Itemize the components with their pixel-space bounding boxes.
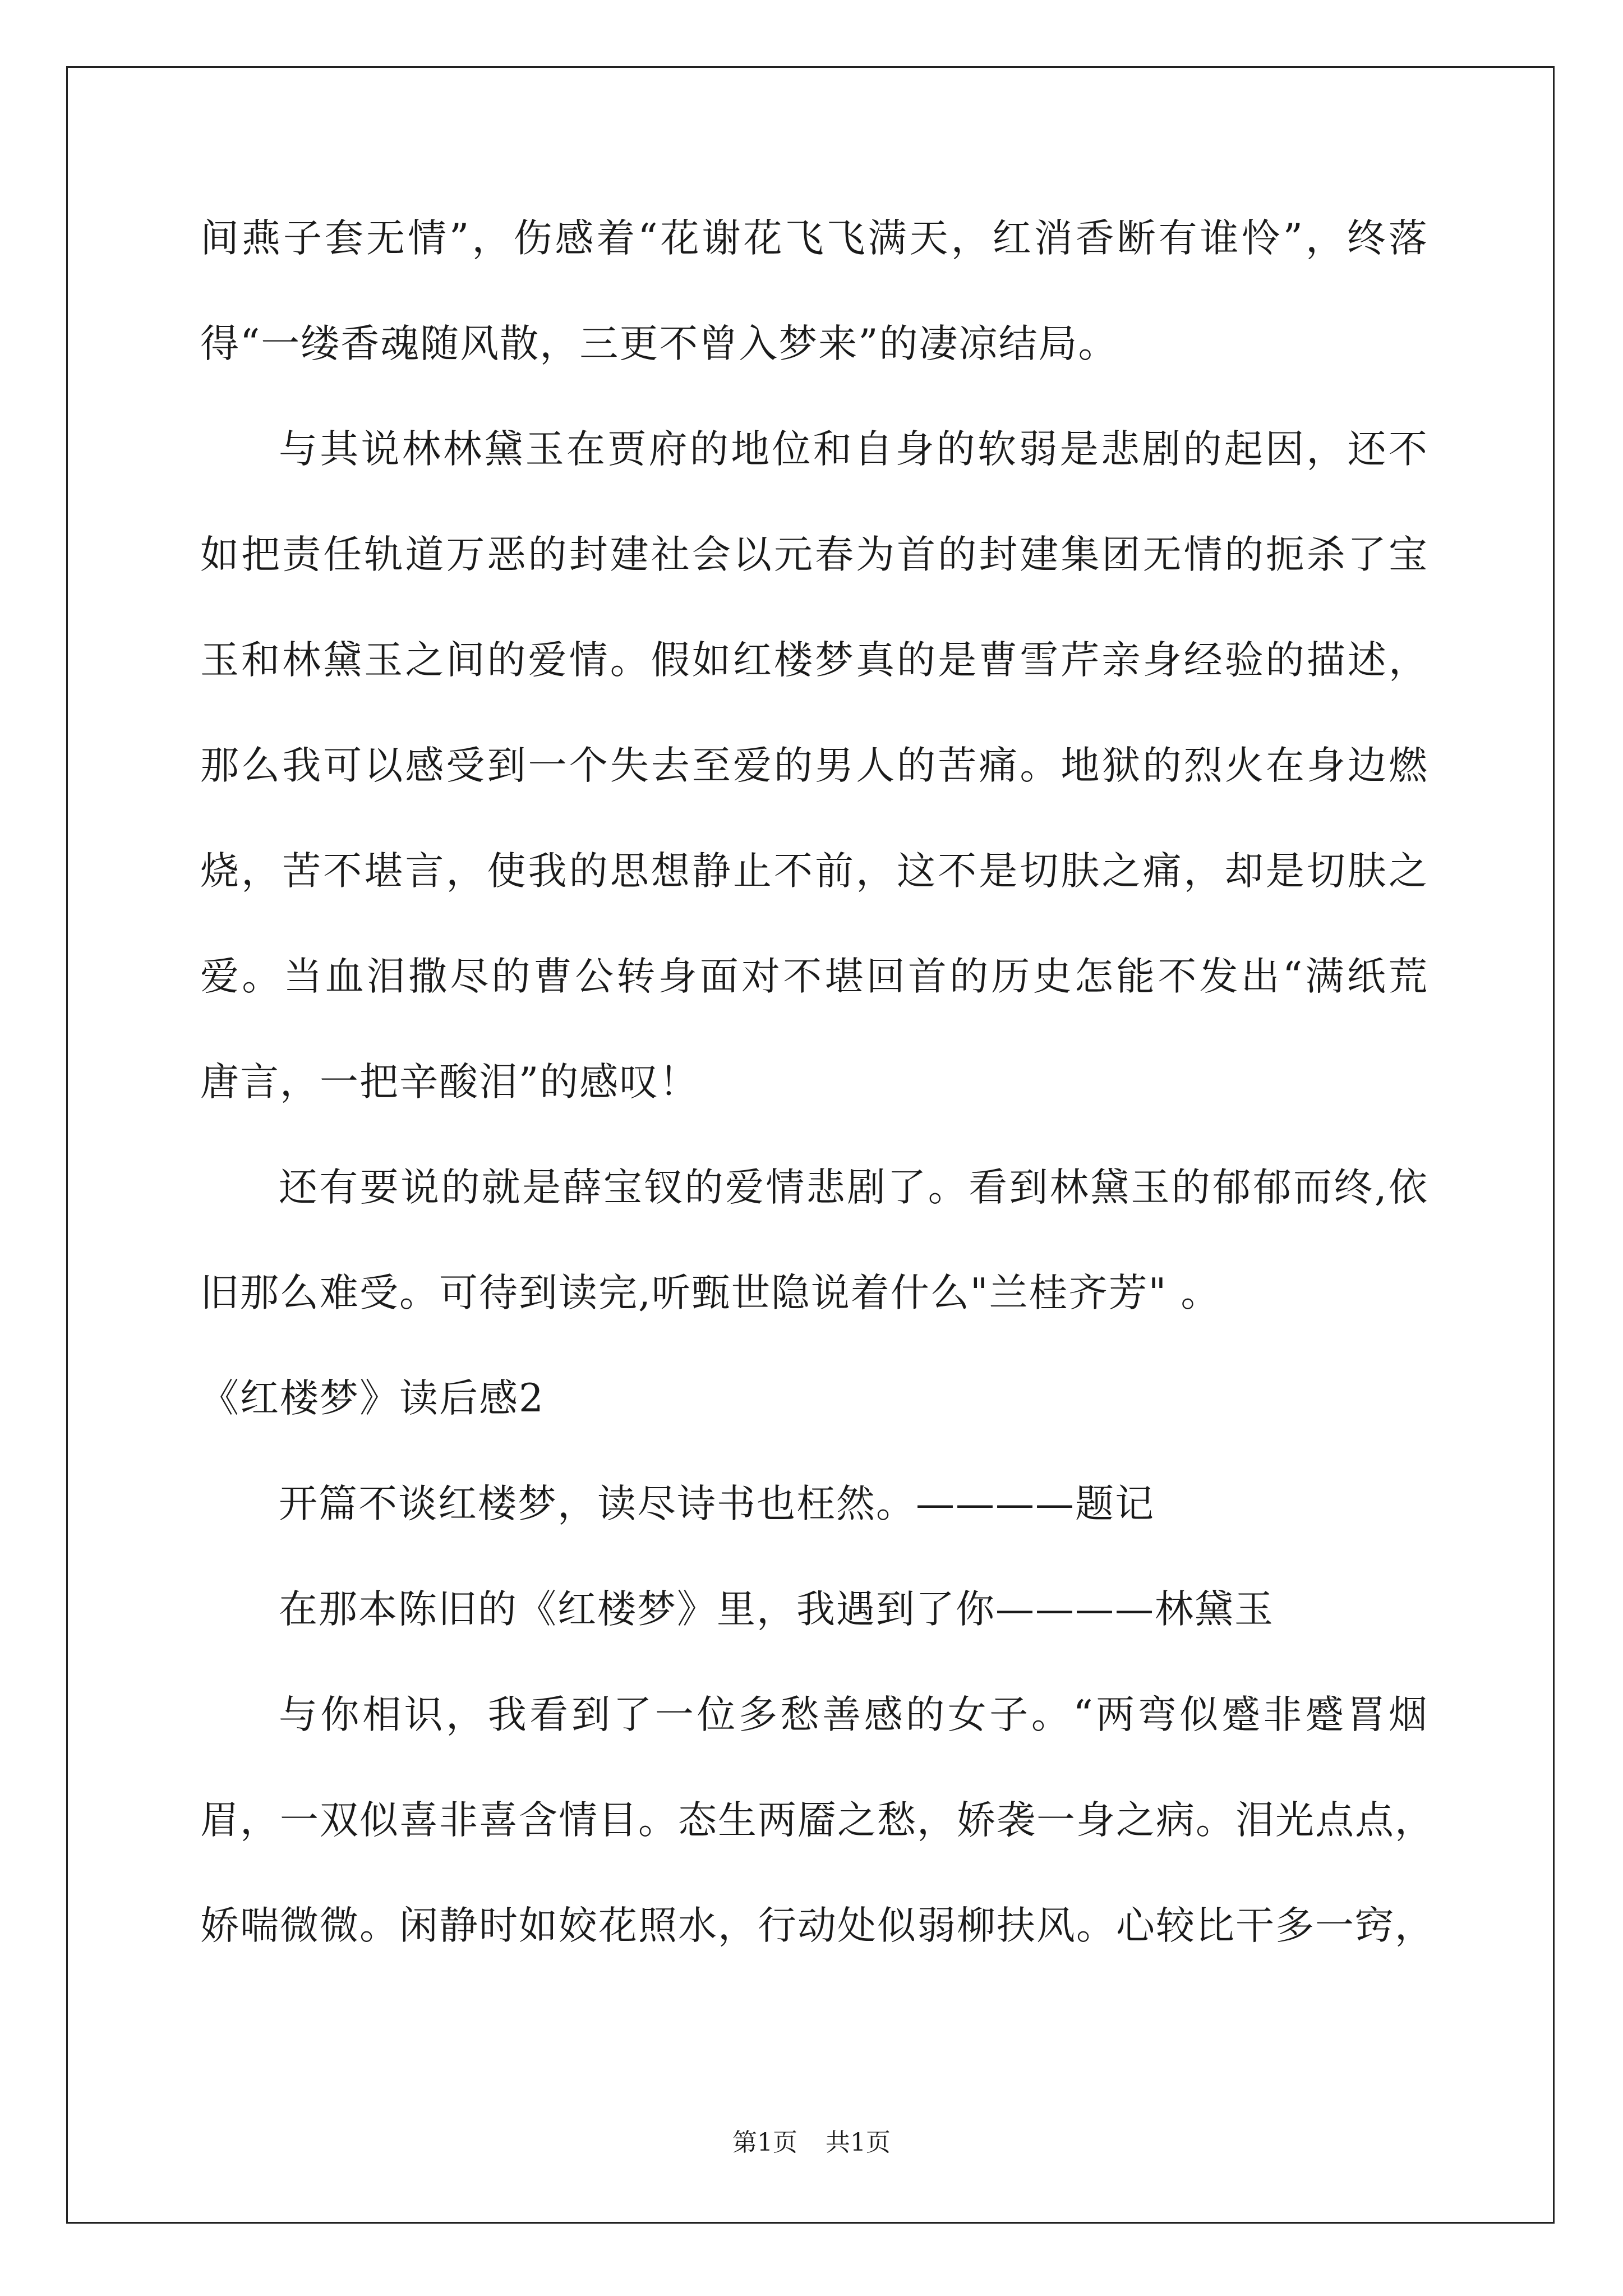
text-line: 与你相识，我看到了一位多愁善感的女子。“两弯似蹙非蹙罥烟 <box>279 1692 1428 1737</box>
paragraph-5 <box>200 1583 1428 1636</box>
text-line: 在那本陈旧的《红楼梦》里，我遇到了你————林黛玉 <box>279 1587 1274 1632</box>
text-line: 还有要说的就是薛宝钗的爱情悲剧了。看到林黛玉的郁郁而终,依 <box>279 1165 1428 1210</box>
text-line: 眉，一双似喜非喜含情目。态生两靥之愁，娇袭一身之病。泪光点点， <box>200 1798 1435 1843</box>
paragraph-2 <box>200 423 1428 1108</box>
text-line: 旧那么难受。可待到读完,听甄世隐说着什么"兰桂齐芳" 。 <box>200 1271 1221 1315</box>
text-line: 玉和林黛玉之间的爱情。假如红楼梦真的是曹雪芹亲身经验的描述， <box>200 638 1428 683</box>
text-line: 间燕子套无情”，伤感着“花谢花飞飞满天，红消香断有谁怜”，终落 <box>200 216 1428 261</box>
text-line: 那么我可以感受到一个失去至爱的男人的苦痛。地狱的烈火在身边燃 <box>200 743 1428 788</box>
text-line: 与其说林林黛玉在贾府的地位和自身的软弱是悲剧的起因，还不 <box>279 427 1428 472</box>
text-line: 得“一缕香魂随风散，三更不曾入梦来”的凄凉结局。 <box>200 321 1118 366</box>
page-number: 第1页 <box>732 2128 797 2157</box>
page-footer <box>0 2126 1623 2160</box>
section-heading <box>200 1372 1428 1425</box>
document-body <box>200 212 1435 1952</box>
text-line: 唐言，一把辛酸泪”的感叹！ <box>200 1060 699 1105</box>
heading-text: 《红楼梦》读后感2 <box>200 1376 545 1421</box>
paragraph-1 <box>200 212 1428 370</box>
paragraph-6 <box>200 1688 1435 1952</box>
text-line: 如把责任轨道万恶的封建社会以元春为首的封建集团无情的扼杀了宝 <box>200 532 1428 577</box>
paragraph-3 <box>200 1161 1428 1319</box>
page-total: 共1页 <box>826 2128 891 2157</box>
text-line: 爱。当血泪撒尽的曹公转身面对不堪回首的历史怎能不发出“满纸荒 <box>200 954 1428 999</box>
text-line: 烧，苦不堪言，使我的思想静止不前，这不是切肤之痛，却是切肤之 <box>200 849 1428 894</box>
paragraph-4 <box>200 1478 1428 1530</box>
text-line: 娇喘微微。闲静时如姣花照水，行动处似弱柳扶风。心较比干多一窍， <box>200 1903 1435 1948</box>
text-line: 开篇不谈红楼梦，读尽诗书也枉然。————题记 <box>279 1481 1155 1526</box>
